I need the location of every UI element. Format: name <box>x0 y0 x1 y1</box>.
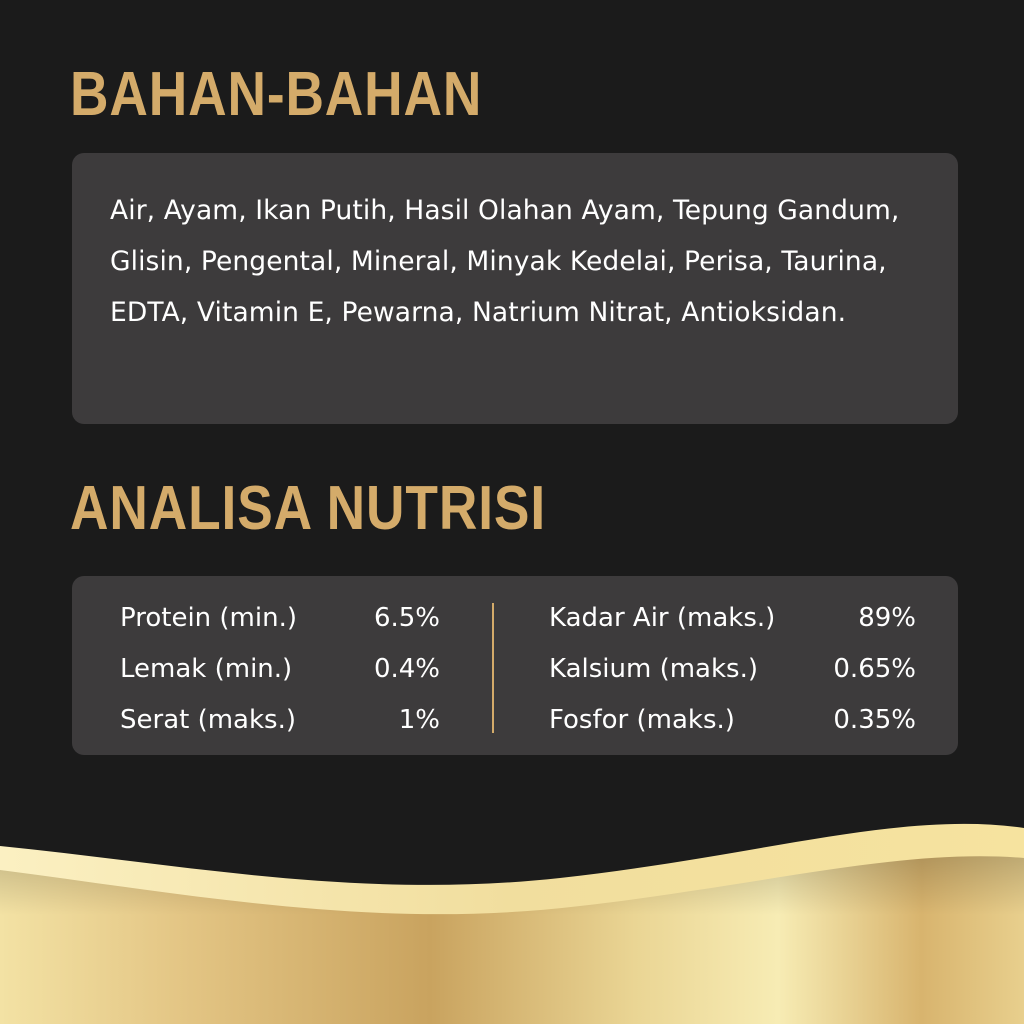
nutrition-label-protein: Protein (min.) <box>120 603 297 633</box>
ingredients-heading: BAHAN-BAHAN <box>70 60 483 129</box>
nutrition-label-moisture: Kadar Air (maks.) <box>549 603 776 633</box>
nutrition-value-phosphorus: 0.35% <box>833 705 916 735</box>
column-divider <box>492 603 494 733</box>
nutrition-label-fiber: Serat (maks.) <box>120 705 296 735</box>
gold-wave-decoration <box>0 812 1024 1024</box>
ingredients-text: Air, Ayam, Ikan Putih, Hasil Olahan Ayam, Tepung Gandum, Glisin, Pengental, Mineral, Minyak Kedelai, Perisa, Taurina, EDTA, Vitamin E, Pewarna, Natrium Nitrat, Antioksidan. <box>110 195 900 328</box>
nutrition-label-fat: Lemak (min.) <box>120 654 293 684</box>
nutrition-value-moisture: 89% <box>858 603 916 633</box>
nutrition-value-fiber: 1% <box>398 705 440 735</box>
nutrition-label-phosphorus: Fosfor (maks.) <box>549 705 735 735</box>
nutrition-value-protein: 6.5% <box>373 603 440 633</box>
ingredients-card <box>72 153 958 424</box>
nutrition-card <box>72 576 958 755</box>
nutrition-heading: ANALISA NUTRISI <box>70 474 546 543</box>
nutrition-label-calcium: Kalsium (maks.) <box>549 654 759 684</box>
nutrition-value-fat: 0.4% <box>373 654 440 684</box>
nutrition-value-calcium: 0.65% <box>833 654 916 684</box>
